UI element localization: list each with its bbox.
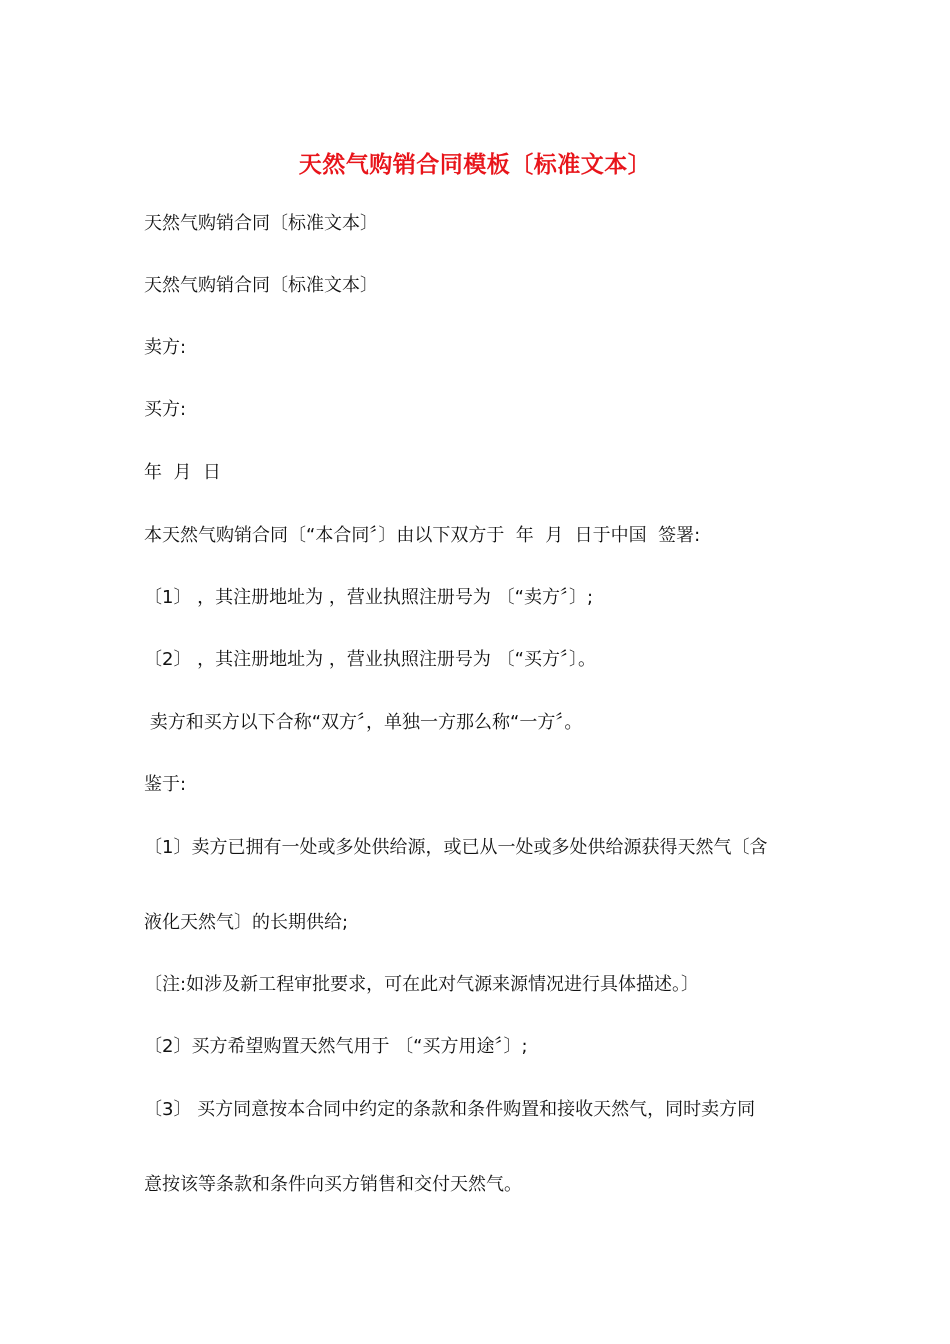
party-2-line: 〔2〕 ，其注册地址为 ，营业执照注册号为 〔“买方〞〕。 [144, 649, 596, 670]
recital-3-line-1: 〔3〕 买方同意按本合同中约定的条款和条件购置和接收天然气，同时卖方同 [144, 1099, 756, 1120]
document-title: 天然气购销合同模板〔标准文本〕 [298, 151, 652, 178]
recital-2-line: 〔2〕买方希望购置天然气用于 〔“买方用途〞〕; [144, 1036, 528, 1057]
buyer-line: 买方: [144, 399, 187, 420]
whereas-heading: 鉴于: [144, 774, 187, 795]
contract-intro-line: 本天然气购销合同〔“本合同〞〕由以下双方于 年 月 日于中国 签署: [144, 525, 701, 546]
recital-1-line-2: 液化天然气〕的长期供给; [144, 912, 349, 933]
subtitle-line-1: 天然气购销合同〔标准文本〕 [144, 213, 378, 234]
recital-3-line-2: 意按该等条款和条件向买方销售和交付天然气。 [144, 1174, 522, 1195]
date-line: 年 月 日 [144, 462, 221, 483]
note-line: 〔注:如涉及新工程审批要求，可在此对气源来源情况进行具体描述。〕 [144, 974, 700, 995]
parties-definition-line: 卖方和买方以下合称“双方〞，单独一方那么称“一方〞。 [144, 712, 583, 733]
party-1-line: 〔1〕 ，其注册地址为 ，营业执照注册号为 〔“卖方〞〕; [144, 587, 594, 608]
seller-line: 卖方: [144, 337, 187, 358]
recital-1-line-1: 〔1〕卖方已拥有一处或多处供给源，或已从一处或多处供给源获得天然气〔含 [144, 837, 768, 858]
subtitle-line-2: 天然气购销合同〔标准文本〕 [144, 275, 378, 296]
